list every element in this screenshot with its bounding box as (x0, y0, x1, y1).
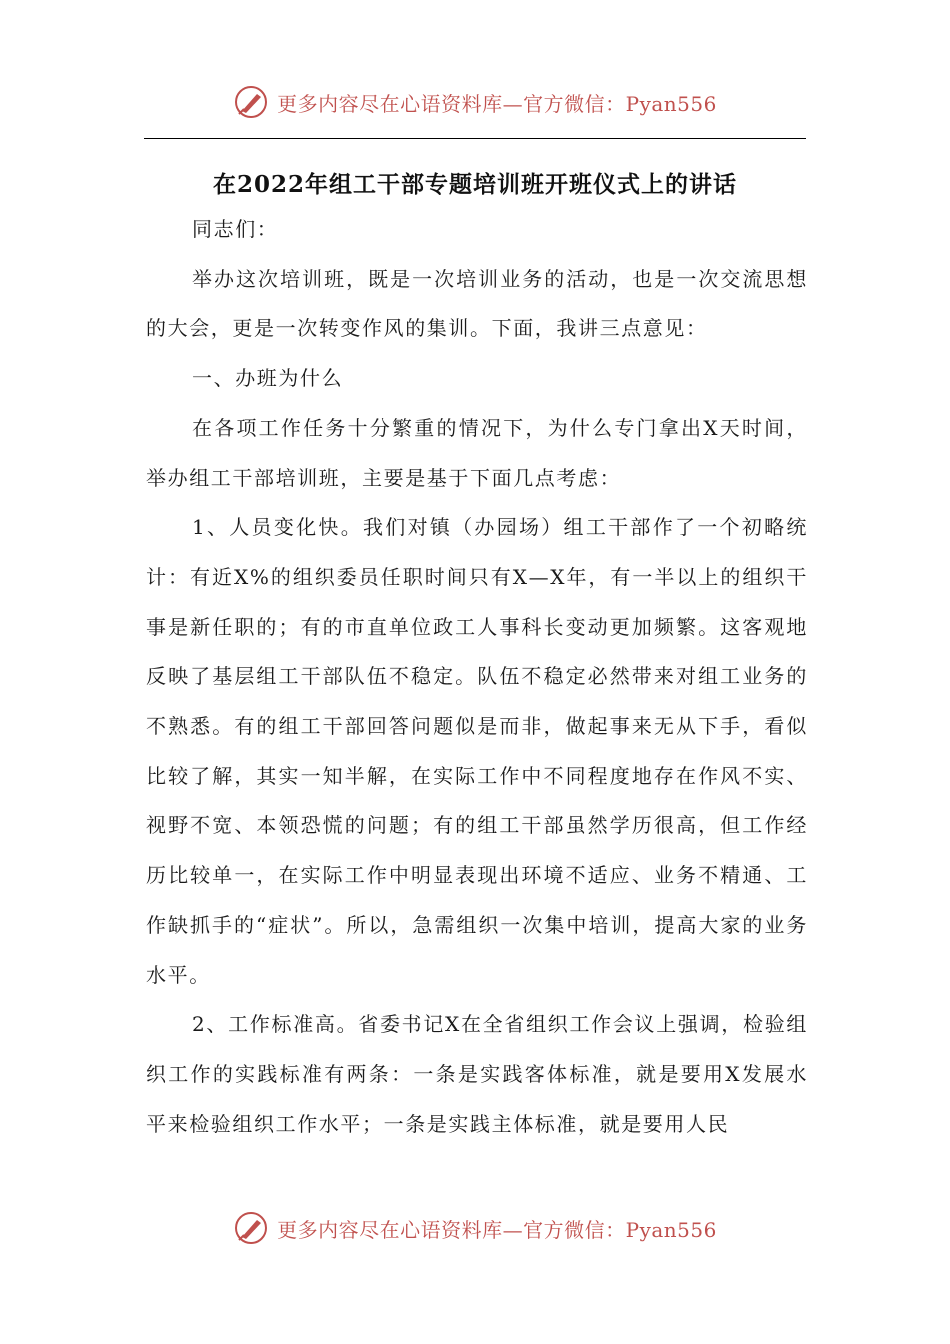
pen-nib-logo-icon (233, 1210, 269, 1246)
watermark-text: 更多内容尽在心语资料库—官方微信：Pyan556 (277, 1217, 717, 1242)
header-watermark-banner (0, 80, 950, 124)
footer-watermark-banner (0, 1206, 950, 1250)
pen-nib-logo-icon (233, 84, 269, 120)
paragraph: 在各项工作任务十分繁重的情况下，为什么专门拿出X天时间，举办组工干部培训班，主要是基于下面几点考虑： (146, 415, 808, 490)
paragraph-salutation: 同志们： (192, 217, 279, 241)
section-heading: 一、办班为什么 (192, 366, 344, 391)
header-divider (144, 138, 806, 139)
paragraph-intro: 举办这次培训班，既是一次培训业务的活动，也是一次交流思想的大会，更是一次转变作风的集训。下面，我讲三点意见： (146, 266, 808, 341)
paragraph: 1、人员变化快。我们对镇（办园场）组工干部作了一个初略统计：有近X%的组织委员任职时间只有X—X年，有一半以上的组织干事是新任职的；有的市直单位政工人事科长变动更加频繁。这客观地反映了基层组工干部队伍不稳定。队伍不稳定必然带来对组工业务的不熟悉。有的组工干部回答问题似是而非，做起事来无从下手，看似比较了解，其实一知半解，在实际工作中不同程度地存在作风不实、视野不宽、本领恐慌的问题；有的组工干部虽然学历很高，但工作经历比较单一，在实际工作中明显表现出环境不适应、业务不精通、工作缺抓手的“症状”。所以，急需组织一次集中培训，提高大家的业务水平。 (146, 515, 808, 987)
watermark-text: 更多内容尽在心语资料库—官方微信：Pyan556 (277, 91, 717, 116)
paragraph: 2、工作标准高。省委书记X在全省组织工作会议上强调，检验组织工作的实践标准有两条：一条是实践客体标准，就是要用X发展水平来检验组织工作水平；一条是实践主体标准，就是要用人民 (146, 1012, 808, 1136)
document-title: 在2022年组工干部专题培训班开班仪式上的讲话 (212, 171, 737, 198)
document-body (146, 205, 808, 1149)
